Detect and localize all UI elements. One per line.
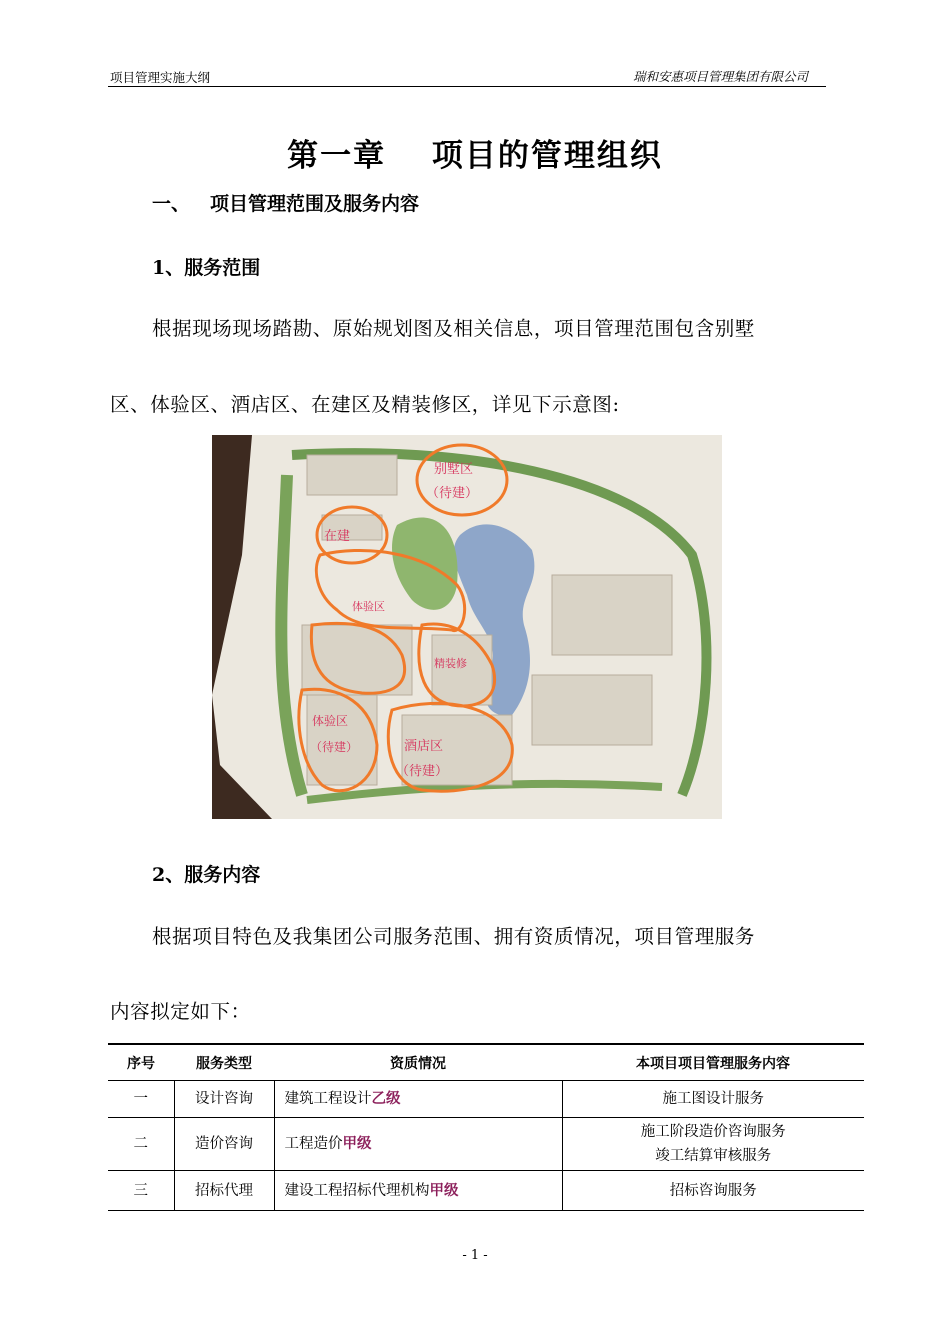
service-table: [108, 1043, 864, 1211]
qual-text: 工程造价: [284, 1136, 343, 1152]
qual-level: 乙级: [371, 1090, 401, 1107]
cell-no: 三: [108, 1171, 174, 1211]
page-header: [108, 66, 826, 87]
cell-no: 二: [108, 1118, 174, 1171]
cell-qualification: [274, 1081, 562, 1118]
cell-type: 招标代理: [174, 1171, 274, 1211]
header-qualification: 资质情况: [274, 1044, 562, 1081]
table-row: [108, 1118, 864, 1171]
cell-type: 造价咨询: [174, 1118, 274, 1171]
subsection-service-scope: 1、服务范围: [152, 257, 261, 279]
qual-text: 建筑工程设计: [284, 1091, 372, 1107]
table-row: [108, 1171, 864, 1211]
section-number: 一、: [152, 193, 191, 215]
label-experience: 体验区: [352, 600, 385, 613]
paragraph-content-line2: 内容拟定如下：: [110, 1000, 251, 1023]
paragraph-content-line1: 根据项目特色及我集团公司服务范围、拥有资质情况，项目管理服务: [152, 925, 756, 948]
subsection-service-content: 2、服务内容: [152, 864, 261, 886]
label-villa: 别墅区: [434, 462, 474, 477]
qual-level: 甲级: [429, 1181, 459, 1199]
content-line: 施工图设计服务: [662, 1091, 764, 1107]
table-row: [108, 1081, 864, 1118]
cell-qualification: [274, 1118, 562, 1171]
label-villa-status: （待建）: [426, 486, 479, 501]
label-hotel-status: （待建）: [396, 764, 449, 779]
header-type: 服务类型: [174, 1044, 274, 1081]
section-heading: [152, 189, 419, 216]
chapter-title: 第一章 项目的管理组织: [287, 138, 663, 174]
header-doc-title: 项目管理实施大纲: [110, 70, 211, 85]
cell-content: [562, 1171, 864, 1211]
site-plan-photo: [212, 435, 722, 819]
site-plan-drawing: [212, 435, 722, 819]
paragraph-scope-line2: 区、体验区、酒店区、在建区及精装修区，详见下示意图:: [110, 393, 620, 416]
cell-content: [562, 1081, 864, 1118]
label-hotel: 酒店区: [404, 739, 444, 754]
qual-level: 甲级: [342, 1135, 372, 1152]
label-area-left: 体验区: [312, 714, 349, 728]
cell-type: 设计咨询: [174, 1081, 274, 1118]
content-line: 施工阶段造价咨询服务: [640, 1124, 786, 1140]
section-title: 项目管理范围及服务内容: [210, 193, 420, 215]
header-content: 本项目项目管理服务内容: [562, 1044, 864, 1081]
header-no: 序号: [108, 1044, 174, 1081]
qual-text: 建设工程招标代理机构: [284, 1182, 430, 1199]
content-line: 招标咨询服务: [669, 1182, 757, 1199]
cell-no: 一: [108, 1081, 174, 1118]
cell-qualification: [274, 1171, 562, 1211]
content-line: 竣工结算审核服务: [655, 1148, 772, 1164]
label-area-left-status: （待建）: [310, 740, 359, 754]
label-decoration: 精装修: [434, 657, 467, 670]
table-header-row: [108, 1044, 864, 1081]
header-company: 瑞和安惠项目管理集团有限公司: [632, 69, 808, 84]
label-building: 在建: [324, 529, 351, 544]
page-number: - 1 -: [462, 1248, 488, 1263]
paragraph-scope-line1: 根据现场现场踏勘、原始规划图及相关信息，项目管理范围包含别墅: [152, 317, 756, 340]
cell-content: [562, 1118, 864, 1171]
